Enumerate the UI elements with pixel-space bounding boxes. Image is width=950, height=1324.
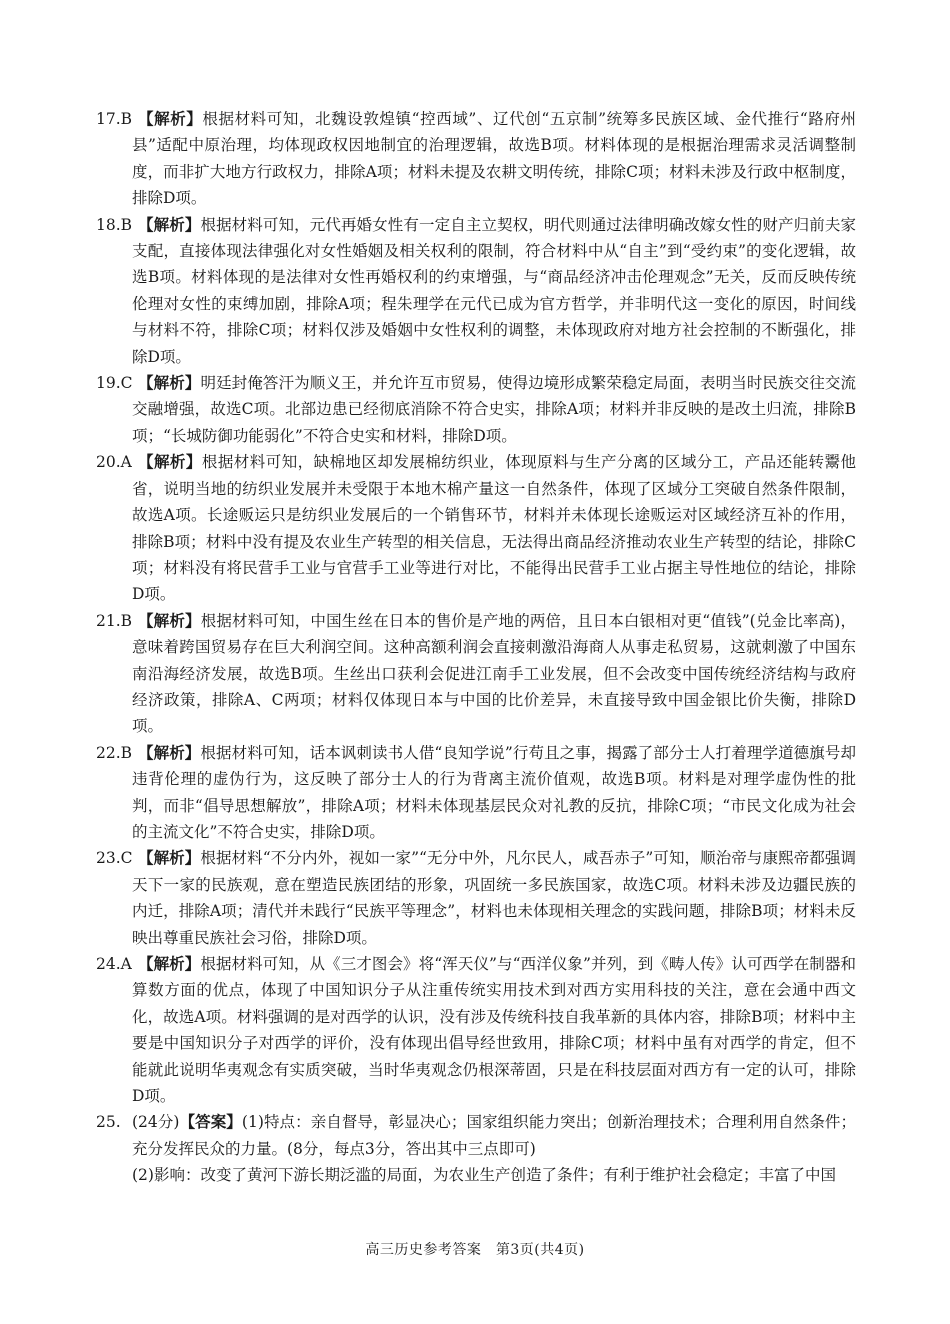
answer-item-23 bbox=[96, 845, 856, 951]
item-number: 24.A bbox=[96, 955, 132, 973]
answer-item-21 bbox=[96, 608, 856, 740]
answer-item-24 bbox=[96, 951, 856, 1109]
analysis-text: 根据材料可知，中国生丝在日本的售价是产地的两倍，且日本白银相对更“值钱”(兑金比率高)，意味着跨国贸易存在巨大利润空间。这种高额利润会直接刺激沿海商人从事走私贸易，这就刺激了中国东南沿海经济发展，故选B项。生丝出口获利会促进江南手工业发展，但不会改变中国传统经济结构与政府经济政策，排除A、C两项；材料仅体现日本与中国的比价差异，未直接导致中国金银比价失衡，排除D项。 bbox=[132, 611, 856, 736]
answer-item-20 bbox=[96, 449, 856, 607]
answer-item-18 bbox=[96, 212, 856, 370]
item-number: 23.C bbox=[96, 849, 133, 868]
score-label: (24分) bbox=[132, 1113, 180, 1132]
analysis-tag: 【解析】 bbox=[138, 373, 201, 393]
analysis-text: 根据材料“不分内外，视如一家”“无分中外，凡尔民人，咸吾赤子”可知，顺治帝与康熙帝都强调天下一家的民族观，意在塑造民族团结的形象，巩固统一多民族国家，故选C项。材料未涉及边疆民族的内迁，排除A项；清代并未践行“民族平等理念”，材料也未体现相关理念的实践问题，排除B项；材料未反映出尊重民族社会习俗，排除D项。 bbox=[132, 849, 856, 947]
analysis-tag: 【解析】 bbox=[138, 109, 203, 128]
item-number: 21.B bbox=[96, 611, 133, 630]
answer-item-19 bbox=[96, 370, 856, 449]
analysis-tag: 【解析】 bbox=[138, 214, 201, 234]
item-number: 19.C bbox=[96, 374, 133, 393]
analysis-tag: 【解析】 bbox=[138, 452, 202, 472]
analysis-text: 根据材料可知，北魏设敦煌镇“控西域”、辽代创“五京制”统筹多民族区域、金代推行“路府州县”适配中原治理，均体现政权因地制宜的治理逻辑，故选B项。材料体现的是根据治理需求灵活调整制度，而非扩大地方行政权力，排除A项；材料未提及农耕文明传统，排除C项；材料未涉及行政中枢制度，排除D项。 bbox=[132, 110, 856, 208]
answer-item-22 bbox=[96, 740, 856, 846]
page-footer: 高三历史参考答案 第3页(共4页) bbox=[365, 1242, 585, 1258]
analysis-tag: 【解析】 bbox=[138, 848, 201, 868]
analysis-text: 根据材料可知，缺棉地区却发展棉纺织业，体现原料与生产分离的区域分工，产品还能转鬻他省，说明当地的纺织业发展并未受限于本地木棉产量这一自然条件，体现了区域分工突破自然条件限制，故选A项。长途贩运只是纺织业发展后的一个销售环节，材料并未体现长途贩运对区域经济互补的作用，排除B项；材料中没有提及农业生产转型的相关信息，无法得出商品经济推动农业生产转型的结论，排除C项；材料没有将民营手工业与官营手工业等进行对比，不能得出民营手工业占据主导性地位的结论，排除D项。 bbox=[132, 453, 856, 604]
answer-tag: 【答案】 bbox=[179, 1112, 242, 1132]
item-number: 17.B bbox=[96, 110, 133, 128]
analysis-text: 明廷封俺答汗为顺义王，并允许互市贸易，使得边境形成繁荣稳定局面，表明当时民族交往交流交融增强，故选C项。北部边患已经彻底消除不符合史实，排除A项；材料并非反映的是改土归流，排除B项；“长城防御功能弱化”不符合史实和材料，排除D项。 bbox=[132, 374, 856, 445]
answer-item-25 bbox=[96, 1109, 856, 1162]
analysis-tag: 【解析】 bbox=[138, 610, 201, 630]
item-number: 25. bbox=[96, 1113, 121, 1132]
analysis-text: 根据材料可知，元代再婚女性有一定自主立契权，明代则通过法律明确改嫁女性的财产归前夫家支配，直接体现法律强化对女性婚姻及相关权利的限制，符合材料中从“自主”到“受约束”的变化逻辑，故选B项。材料体现的是法律对女性再婚权利的约束增强，与“商品经济冲击伦理观念”无关，反而反映传统伦理对女性的束缚加剧，排除A项；程朱理学在元代已成为官方哲学，并非明代这一变化的原因，时间线与材料不符，排除C项；材料仅涉及婚姻中女性权利的调整，未体现政府对地方社会控制的不断强化，排除D项。 bbox=[132, 215, 856, 366]
analysis-text: 根据材料可知，从《三才图会》将“浑天仪”与“西洋仪象”并列，到《畴人传》认可西学在制器和算数方面的优点，体现了中国知识分子从注重传统实用技术到对西方实用科技的关注，意在会通中西文化，故选A项。材料强调的是对西学的认识，没有涉及传统科技自我革新的具体内容，排除B项；材料中主要是中国知识分子对西学的评价，没有体现出倡导经世致用，排除C项；材料中虽有对西学的肯定，但不能就此说明华夷观念有实质突破，当时华夷观念仍根深蒂固，只是在科技层面对西方有一定的认可，排除D项。 bbox=[132, 955, 856, 1106]
analysis-tag: 【解析】 bbox=[138, 742, 201, 762]
analysis-tag: 【解析】 bbox=[138, 954, 201, 973]
answer-list bbox=[96, 106, 856, 1189]
answer-continuation: (2)影响：改变了黄河下游长期泛滥的局面，为农业生产创造了条件；有利于维护社会稳定；丰富了中国 bbox=[132, 1166, 836, 1185]
answer-item-17 bbox=[96, 106, 856, 212]
item-number: 22.B bbox=[96, 743, 133, 762]
analysis-text: 根据材料可知，话本讽刺读书人借“良知学说”行苟且之事，揭露了部分士人打着理学道德旗号却违背伦理的虚伪行为，这反映了部分士人的行为背离主流价值观，故选B项。材料是对理学虚伪性的批判，而非“倡导思想解放”，排除A项；材料未体现基层民众对礼教的反抗，排除C项；“市民文化成为社会的主流文化”不符合史实，排除D项。 bbox=[132, 743, 856, 841]
item-number: 18.B bbox=[96, 215, 133, 234]
item-number: 20.A bbox=[96, 453, 132, 472]
answer-text: (1)特点：亲自督导，彰显决心；国家组织能力突出；创新治理技术；合理利用自然条件；充分发挥民众的力量。(8分，每点3分，答出其中三点即可) bbox=[132, 1113, 856, 1158]
